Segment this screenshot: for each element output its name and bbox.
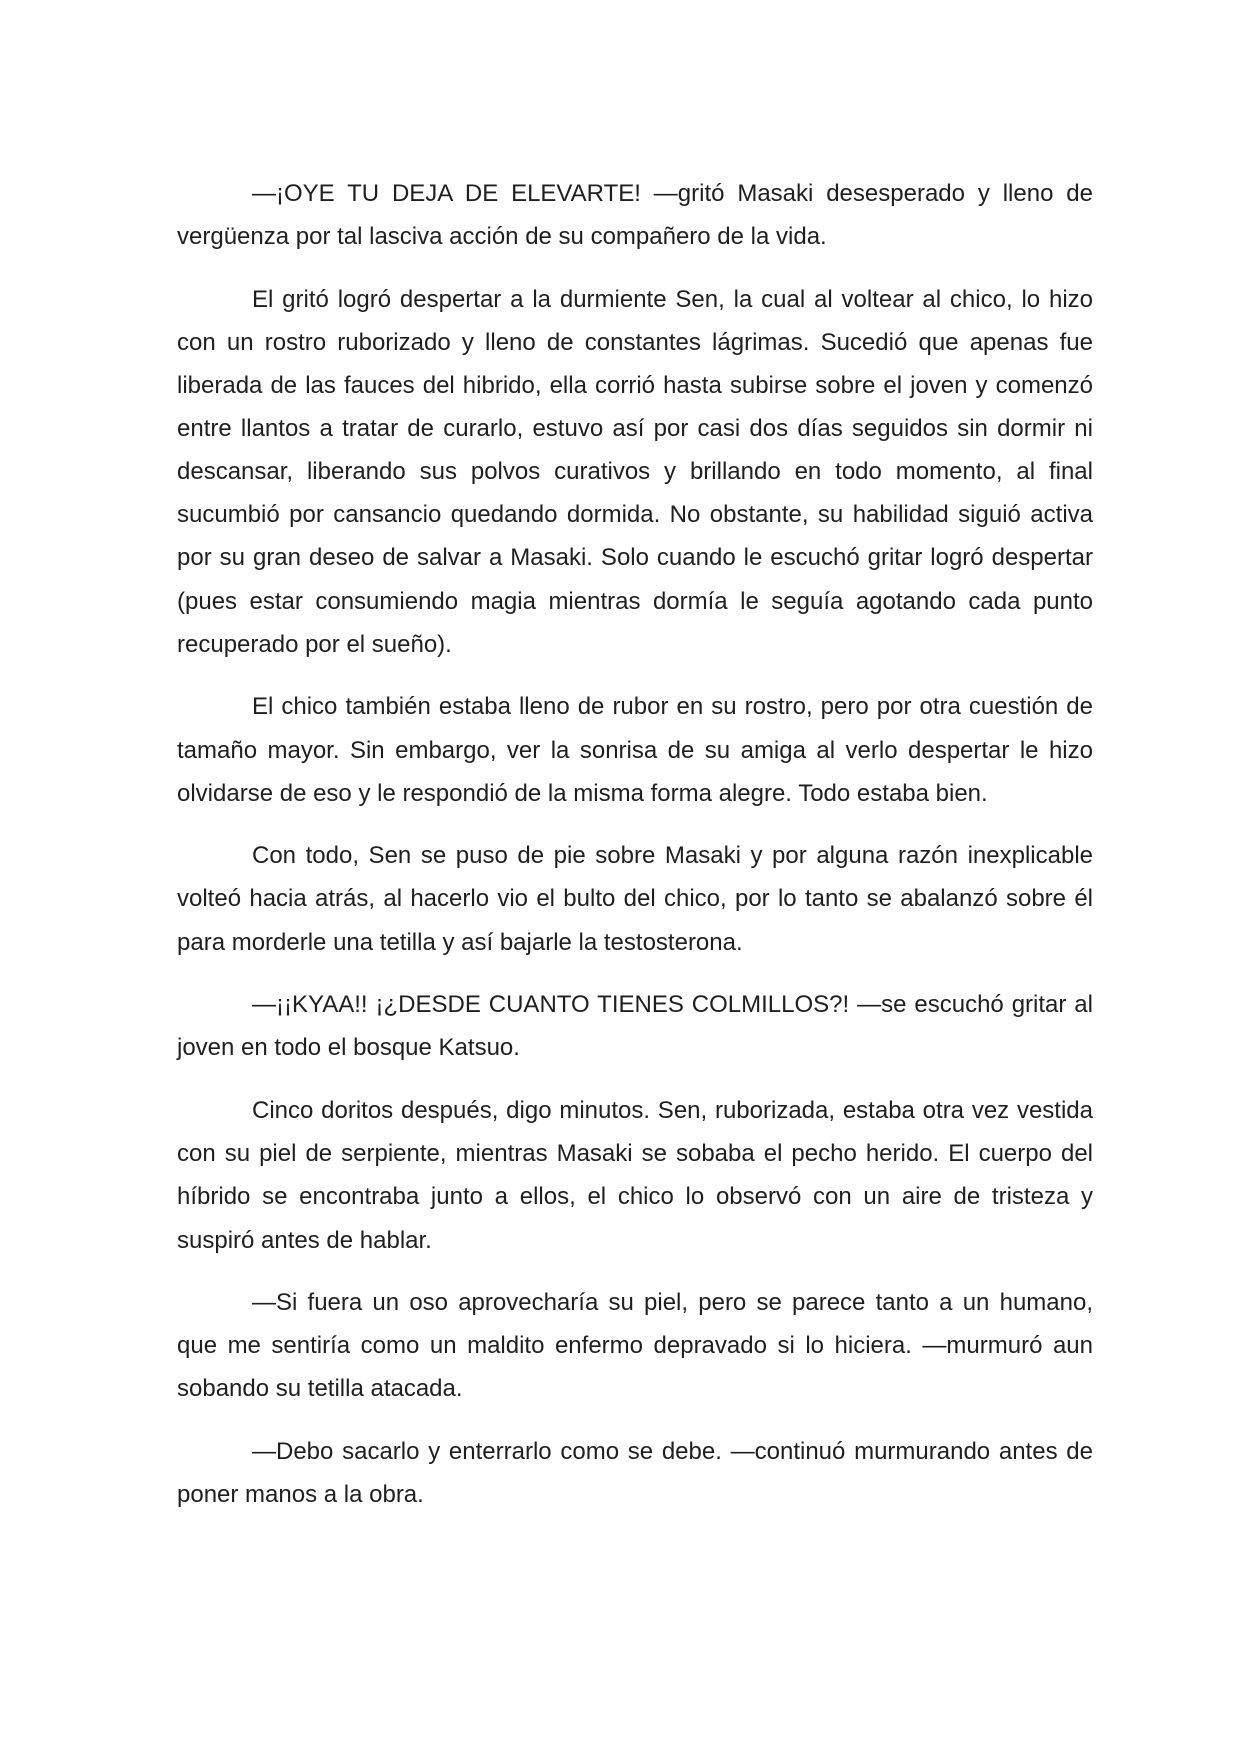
paragraph-5: —¡¡KYAA!! ¡¿DESDE CUANTO TIENES COLMILLOS?! —se escuchó gritar al joven en todo el bosque Katsuo. <box>177 991 1093 1062</box>
paragraph-4: Con todo, Sen se puso de pie sobre Masaki y por alguna razón inexplicable volteó hacia atrás, al hacerlo vio el bulto del chico, por lo tanto se abalanzó sobre él para morderle una tetilla y así bajarle la testosterona. <box>177 842 1093 956</box>
paragraph-1: —¡OYE TU DEJA DE ELEVARTE! —gritó Masaki desesperado y lleno de vergüenza por tal lasciva acción de su compañero de la vida. <box>177 180 1093 251</box>
paragraph-8: —Debo sacarlo y enterrarlo como se debe. —continuó murmurando antes de poner manos a la obra. <box>177 1438 1093 1509</box>
paragraph-6: Cinco doritos después, digo minutos. Sen, ruborizada, estaba otra vez vestida con su piel de serpiente, mientras Masaki se sobaba el pecho herido. El cuerpo del híbrido se encontraba junto a ellos, el chico lo observó con un aire de tristeza y suspiró antes de hablar. <box>177 1097 1093 1254</box>
paragraph-3: El chico también estaba lleno de rubor en su rostro, pero por otra cuestión de tamaño mayor. Sin embargo, ver la sonrisa de su amiga al verlo despertar le hizo olvidarse de eso y le respondió de la misma forma alegre. Todo estaba bien. <box>177 693 1093 807</box>
paragraph-2: El gritó logró despertar a la durmiente Sen, la cual al voltear al chico, lo hizo con un rostro ruborizado y lleno de constantes lágrimas. Sucedió que apenas fue liberada de las fauces del hibrido, ella corrió hasta subirse sobre el joven y comenzó entre llantos a tratar de curarlo, estuvo así por casi dos días seguidos sin dormir ni descansar, liberando sus polvos curativos y brillando en todo momento, al final sucumbió por cansancio quedando dormida. No obstante, su habilidad siguió activa por su gran deseo de salvar a Masaki. Solo cuando le escuchó gritar logró despertar (pues estar consumiendo magia mientras dormía le seguía agotando cada punto recuperado por el sueño). <box>177 285 1093 658</box>
document-page <box>177 172 1093 1536</box>
paragraph-7: —Si fuera un oso aprovecharía su piel, pero se parece tanto a un humano, que me sentiría como un maldito enfermo depravado si lo hiciera. —murmuró aun sobando su tetilla atacada. <box>177 1289 1093 1403</box>
